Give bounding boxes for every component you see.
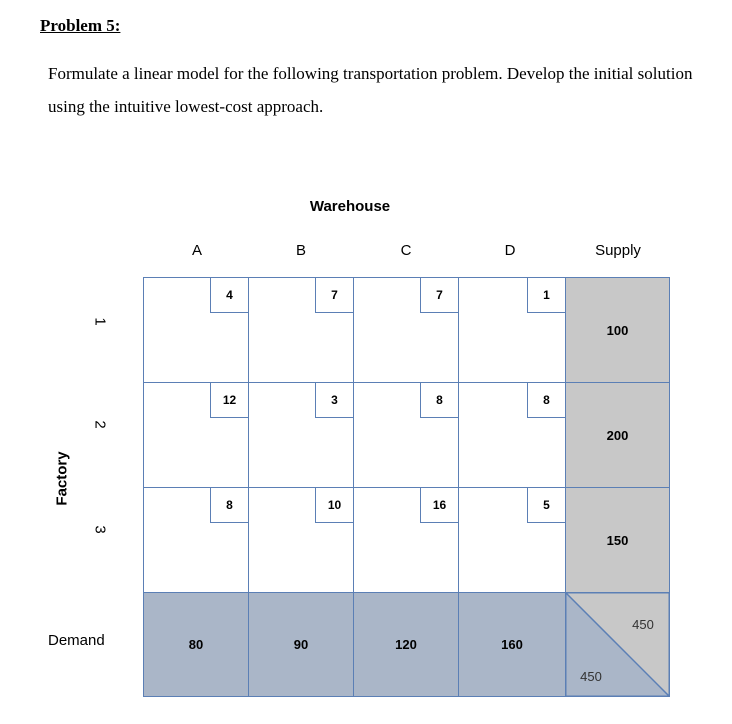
row-header-1: 1 (91, 317, 109, 326)
cell-3-d (458, 487, 566, 593)
cost-3-d: 5 (527, 488, 565, 523)
column-header-a: A (191, 242, 202, 259)
cell-1-a (143, 277, 249, 383)
cell-3-b (248, 487, 354, 593)
supply-2: 200 (565, 382, 670, 488)
demand-a: 80 (143, 592, 249, 697)
cost-2-b: 3 (315, 383, 353, 418)
demand-label: Demand (48, 632, 105, 649)
demand-d: 160 (458, 592, 566, 697)
cell-1-d (458, 277, 566, 383)
row-header-2: 2 (91, 420, 109, 429)
column-header-c: C (400, 242, 412, 259)
row-header-3: 3 (91, 525, 109, 534)
cell-2-c (353, 382, 459, 488)
cost-3-b: 10 (315, 488, 353, 523)
cost-3-a: 8 (210, 488, 248, 523)
cell-3-c (353, 487, 459, 593)
supply-1: 100 (565, 277, 670, 383)
total-demand: 450 (580, 669, 602, 684)
cost-2-d: 8 (527, 383, 565, 418)
transportation-table (143, 277, 670, 697)
demand-c: 120 (353, 592, 459, 697)
total-supply: 450 (632, 617, 654, 632)
demand-b: 90 (248, 592, 354, 697)
factory-label: Factory (53, 451, 71, 506)
supply-3: 150 (565, 487, 670, 593)
warehouse-label: Warehouse (309, 198, 391, 215)
cost-2-a: 12 (210, 383, 248, 418)
supply-header: Supply (595, 242, 641, 259)
problem-text: Formulate a linear model for the following transportation problem. Develop the initial solution using the intuitive lowest-cost approach. (48, 64, 693, 116)
cell-3-a (143, 487, 249, 593)
total-cell (565, 592, 670, 697)
cost-1-c: 7 (420, 278, 458, 313)
cell-2-a (143, 382, 249, 488)
cost-1-b: 7 (315, 278, 353, 313)
cell-2-d (458, 382, 566, 488)
cost-2-c: 8 (420, 383, 458, 418)
cost-1-a: 4 (210, 278, 248, 313)
cost-1-d: 1 (527, 278, 565, 313)
cell-1-b (248, 277, 354, 383)
column-header-d: D (504, 242, 516, 259)
cost-3-c: 16 (420, 488, 458, 523)
column-header-b: B (295, 242, 306, 259)
cell-2-b (248, 382, 354, 488)
cell-1-c (353, 277, 459, 383)
problem-title: Problem 5: (40, 16, 121, 35)
total-diagonal (565, 592, 670, 697)
